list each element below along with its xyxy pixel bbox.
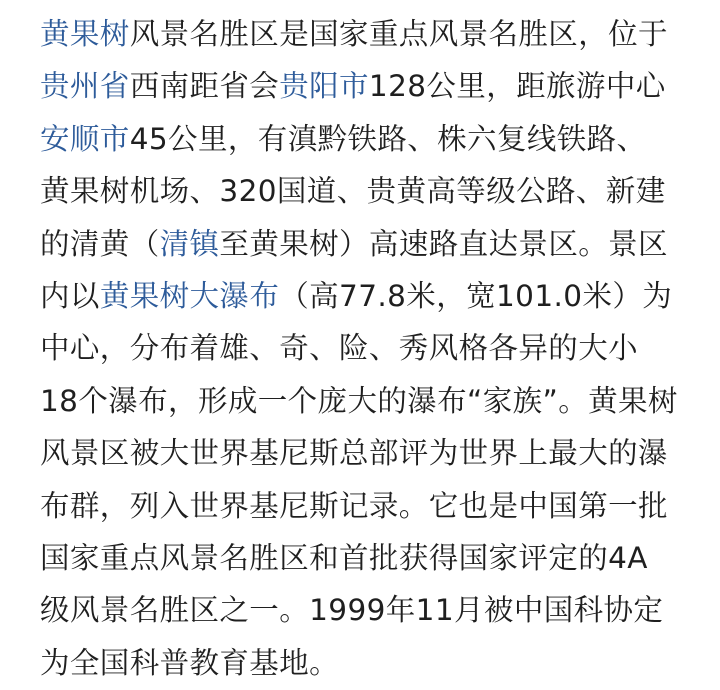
text-segment: 黄果树机场、320国道、贵黄高等级公路、新建 <box>40 174 666 209</box>
inline-link[interactable]: 贵阳市 <box>279 69 369 104</box>
text-line <box>40 113 690 165</box>
text-segment: 级风景名胜区之一。1999年11月被中国科协定 <box>40 593 664 628</box>
inline-link[interactable]: 清镇 <box>159 226 220 261</box>
text-segment: 国家重点风景名胜区和首批获得国家评定的4A <box>40 540 648 575</box>
text-segment: 内以 <box>40 278 100 313</box>
text-line <box>40 218 690 270</box>
text-segment: 128公里，距旅游中心 <box>368 69 666 104</box>
text-line <box>40 8 690 60</box>
text-line <box>40 375 690 427</box>
text-line <box>40 270 690 322</box>
text-line <box>40 584 690 636</box>
text-segment: 的清黄（ <box>40 226 160 261</box>
text-segment: （高77.8米，宽101.0米）为 <box>279 278 673 313</box>
text-line <box>40 60 690 112</box>
article-body <box>40 8 690 689</box>
inline-link[interactable]: 黄果树 <box>40 17 130 51</box>
text-line <box>40 532 690 584</box>
text-segment: 45公里，有滇黔铁路、株六复线铁路、 <box>129 121 647 156</box>
text-line <box>40 165 690 217</box>
inline-link[interactable]: 贵州省 <box>40 69 130 104</box>
text-line <box>40 637 690 689</box>
text-segment: 18个瀑布，形成一个庞大的瀑布“家族”。黄果树 <box>40 383 678 418</box>
inline-link[interactable]: 黄果树大瀑布 <box>99 278 280 313</box>
text-segment: 布群，列入世界基尼斯记录。它也是中国第一批 <box>40 488 668 523</box>
text-segment: 风景区被大世界基尼斯总部评为世界上最大的瀑 <box>40 436 668 471</box>
inline-link[interactable]: 安顺市 <box>40 121 130 156</box>
text-segment: 西南距省会 <box>129 69 280 104</box>
text-line <box>40 427 690 479</box>
text-segment: 为全国科普教育基地。 <box>40 645 340 680</box>
text-segment: 中心，分布着雄、奇、险、秀风格各异的大小 <box>40 331 639 366</box>
text-segment: 至黄果树）高速路直达景区。景区 <box>219 226 668 261</box>
text-line <box>40 480 690 532</box>
text-segment: 风景名胜区是国家重点风景名胜区，位于 <box>129 17 668 51</box>
text-line <box>40 322 690 374</box>
